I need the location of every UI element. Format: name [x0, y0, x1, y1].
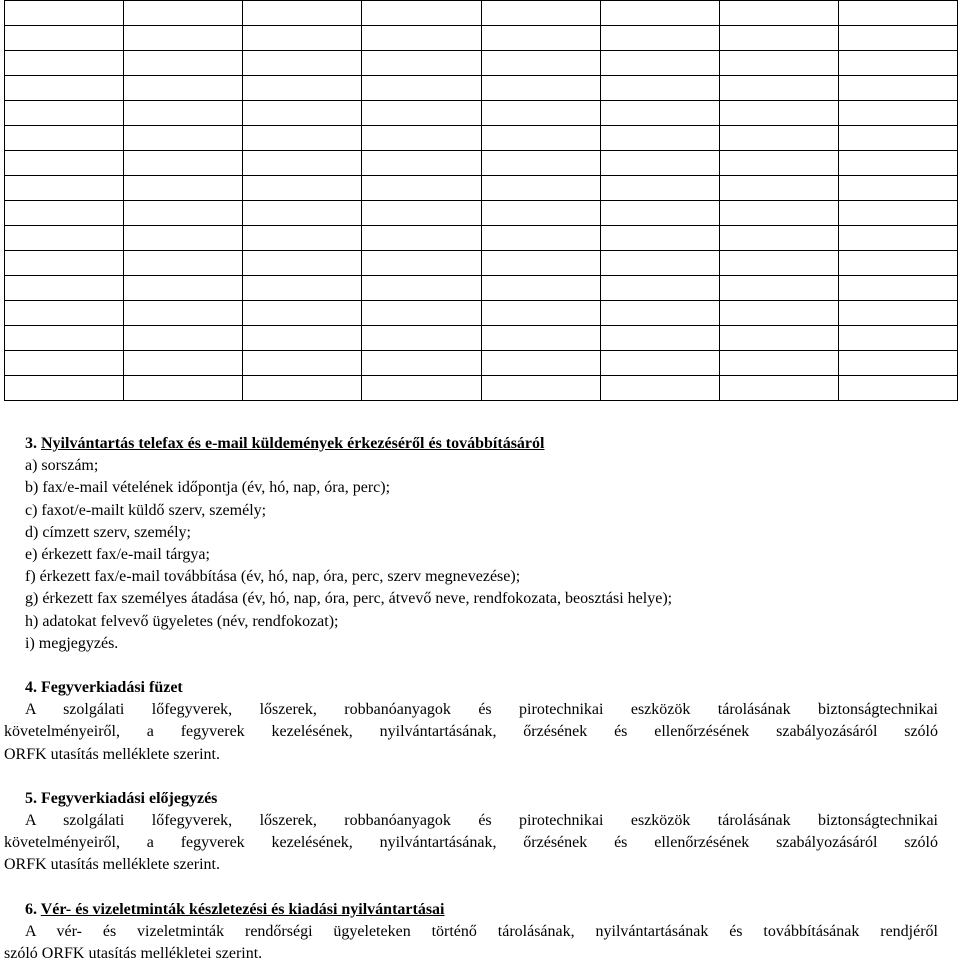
list-item: f) érkezett fax/e-mail továbbítása (év, hó, nap, óra, perc, szerv megnevezése);	[25, 568, 521, 586]
table-cell	[243, 226, 362, 251]
section-3-list	[4, 455, 938, 655]
table-cell	[838, 376, 957, 401]
table-cell	[481, 251, 600, 276]
table-cell	[362, 376, 481, 401]
table-cell	[362, 51, 481, 76]
table-cell	[600, 201, 719, 226]
table-cell	[719, 251, 838, 276]
table-cell	[481, 76, 600, 101]
table-cell	[243, 376, 362, 401]
table-cell	[481, 201, 600, 226]
table-row	[5, 351, 958, 376]
table-cell	[719, 101, 838, 126]
table-cell	[5, 301, 124, 326]
table-cell	[124, 51, 243, 76]
table-cell	[362, 251, 481, 276]
table-cell	[838, 51, 957, 76]
section-5-title: Fegyverkiadási előjegyzés	[41, 789, 218, 807]
table-row	[5, 1, 958, 26]
table-cell	[838, 326, 957, 351]
section-6-text	[4, 921, 938, 965]
table-cell	[838, 76, 957, 101]
empty-register-table	[4, 0, 958, 410]
section-6-heading	[4, 899, 938, 921]
section-6-line: A vér- és vizeletminták rendőrségi ügyeleteken történő tárolásának, nyilvántartásának és továbbításának rendjéről	[25, 922, 938, 940]
list-item: c) faxot/e-mailt küldő szerv, személy;	[25, 501, 267, 519]
list-item: h) adatokat felvevő ügyeletes (név, rendfokozat);	[25, 612, 339, 630]
table-cell	[124, 151, 243, 176]
table-cell	[5, 226, 124, 251]
table-cell	[600, 301, 719, 326]
table-cell	[362, 1, 481, 26]
table-cell	[5, 101, 124, 126]
table-cell	[719, 201, 838, 226]
table-cell	[362, 276, 481, 301]
table-cell	[5, 176, 124, 201]
table-cell	[600, 76, 719, 101]
table-cell	[600, 376, 719, 401]
section-5-number: 5.	[25, 789, 37, 807]
table-cell	[243, 176, 362, 201]
section-4-line: ORFK utasítás melléklete szerint.	[4, 745, 220, 763]
section-4-line: követelményeiről, a fegyverek kezelésének, nyilvántartásának, őrzésének és ellenőrzésének szabályozásáról szóló	[4, 723, 938, 741]
table-cell	[838, 26, 957, 51]
table-cell	[5, 1, 124, 26]
table-cell	[600, 276, 719, 301]
table-row	[5, 51, 958, 76]
table-cell	[838, 351, 957, 376]
table-cell	[243, 201, 362, 226]
table-cell	[243, 51, 362, 76]
table-cell	[124, 1, 243, 26]
table-cell	[124, 351, 243, 376]
list-item: b) fax/e-mail vételének időpontja (év, hó, nap, óra, perc);	[25, 479, 391, 497]
table-row	[5, 276, 958, 301]
table-cell	[838, 151, 957, 176]
table-cell	[600, 351, 719, 376]
table-cell	[481, 301, 600, 326]
table-cell	[719, 276, 838, 301]
table-cell	[124, 276, 243, 301]
table-row	[5, 176, 958, 201]
table-cell	[362, 101, 481, 126]
table-cell	[481, 176, 600, 201]
table-cell	[362, 301, 481, 326]
table-row	[5, 76, 958, 101]
table-cell	[719, 151, 838, 176]
table-cell	[243, 251, 362, 276]
table-cell	[362, 176, 481, 201]
section-4-number: 4.	[25, 679, 37, 697]
table-cell	[243, 26, 362, 51]
table-row	[5, 101, 958, 126]
table-cell	[243, 101, 362, 126]
table-cell	[481, 101, 600, 126]
section-5-text	[4, 810, 938, 877]
table-cell	[719, 26, 838, 51]
table-cell	[5, 351, 124, 376]
table-row	[5, 26, 958, 51]
table-cell	[5, 26, 124, 51]
table-cell	[362, 151, 481, 176]
table-cell	[5, 126, 124, 151]
table-cell	[838, 201, 957, 226]
table-row	[5, 376, 958, 401]
table-cell	[243, 126, 362, 151]
table-cell	[838, 1, 957, 26]
table-cell	[838, 101, 957, 126]
table-cell	[124, 251, 243, 276]
table-cell	[600, 251, 719, 276]
table-row	[5, 126, 958, 151]
table-cell	[838, 176, 957, 201]
table-cell	[124, 26, 243, 51]
table-cell	[481, 1, 600, 26]
table-cell	[719, 351, 838, 376]
list-item: g) érkezett fax személyes átadása (év, hó, nap, óra, perc, átvevő neve, rendfokozata, beosztási helye);	[25, 590, 673, 608]
table-row	[5, 301, 958, 326]
section-3-number: 3.	[25, 435, 37, 452]
table-cell	[124, 176, 243, 201]
section-4-line: A szolgálati lőfegyverek, lőszerek, robbanóanyagok és pirotechnikai eszközök tárolásának biztonságtechnikai	[25, 701, 938, 719]
table-cell	[5, 76, 124, 101]
table-cell	[838, 276, 957, 301]
section-5-line: A szolgálati lőfegyverek, lőszerek, robbanóanyagok és pirotechnikai eszközök tárolásának biztonságtechnikai	[25, 812, 938, 830]
table-cell	[838, 251, 957, 276]
section-5-line: követelményeiről, a fegyverek kezelésének, nyilvántartásának, őrzésének és ellenőrzésének szabályozásáról szóló	[4, 834, 938, 852]
table-cell	[5, 276, 124, 301]
section-3-heading	[4, 433, 938, 455]
section-3-title: Nyilvántartás telefax és e-mail küldemények érkezéséről és továbbításáról	[41, 435, 545, 452]
table-cell	[243, 326, 362, 351]
table-cell	[481, 276, 600, 301]
section-6-line: szóló ORFK utasítás mellékletei szerint.	[4, 945, 263, 963]
table-cell	[481, 26, 600, 51]
table-cell	[362, 26, 481, 51]
table-cell	[124, 376, 243, 401]
table-cell	[481, 351, 600, 376]
table-cell	[719, 376, 838, 401]
table-cell	[600, 151, 719, 176]
table-cell	[600, 226, 719, 251]
table-cell	[124, 101, 243, 126]
table-cell	[124, 76, 243, 101]
table-cell	[600, 176, 719, 201]
table-cell	[481, 151, 600, 176]
table-cell	[362, 126, 481, 151]
section-4-title: Fegyverkiadási füzet	[41, 679, 183, 697]
table-cell	[481, 376, 600, 401]
table-cell	[243, 1, 362, 26]
list-item: i) megjegyzés.	[25, 634, 119, 652]
table-cell	[243, 351, 362, 376]
table-cell	[838, 126, 957, 151]
table-cell	[838, 301, 957, 326]
table-cell	[243, 151, 362, 176]
table-cell	[362, 226, 481, 251]
table-cell	[243, 76, 362, 101]
table-cell	[600, 101, 719, 126]
table-cell	[719, 76, 838, 101]
table-cell	[719, 301, 838, 326]
section-5-heading	[4, 788, 938, 810]
table-cell	[362, 351, 481, 376]
table-cell	[124, 326, 243, 351]
register-grid	[4, 0, 958, 401]
section-4-text	[4, 699, 938, 766]
table-cell	[124, 226, 243, 251]
table-cell	[243, 301, 362, 326]
section-4-heading	[4, 677, 938, 699]
table-cell	[362, 326, 481, 351]
document-body	[4, 433, 938, 965]
table-cell	[5, 376, 124, 401]
table-cell	[5, 251, 124, 276]
table-cell	[481, 126, 600, 151]
section-6-title: Vér- és vizeletminták készletezési és kiadási nyilvántartásai	[40, 900, 445, 918]
table-cell	[5, 201, 124, 226]
table-cell	[243, 276, 362, 301]
list-item: a) sorszám;	[25, 457, 99, 475]
table-cell	[600, 51, 719, 76]
table-cell	[838, 226, 957, 251]
table-cell	[124, 126, 243, 151]
table-cell	[719, 51, 838, 76]
table-cell	[719, 226, 838, 251]
list-item: d) címzett szerv, személy;	[25, 523, 191, 541]
table-cell	[481, 326, 600, 351]
table-row	[5, 226, 958, 251]
table-cell	[600, 326, 719, 351]
table-cell	[362, 76, 481, 101]
table-cell	[600, 126, 719, 151]
table-cell	[481, 226, 600, 251]
table-row	[5, 251, 958, 276]
table-cell	[5, 51, 124, 76]
table-cell	[719, 326, 838, 351]
section-5-line: ORFK utasítás melléklete szerint.	[4, 856, 220, 874]
table-cell	[124, 301, 243, 326]
table-row	[5, 201, 958, 226]
section-6-number: 6.	[25, 900, 37, 918]
table-cell	[5, 151, 124, 176]
list-item: e) érkezett fax/e-mail tárgya;	[25, 546, 210, 564]
table-cell	[362, 201, 481, 226]
table-row	[5, 326, 958, 351]
table-cell	[719, 176, 838, 201]
table-cell	[481, 51, 600, 76]
table-cell	[124, 201, 243, 226]
table-row	[5, 151, 958, 176]
table-cell	[719, 126, 838, 151]
table-cell	[719, 1, 838, 26]
table-cell	[600, 26, 719, 51]
table-cell	[600, 1, 719, 26]
table-cell	[5, 326, 124, 351]
